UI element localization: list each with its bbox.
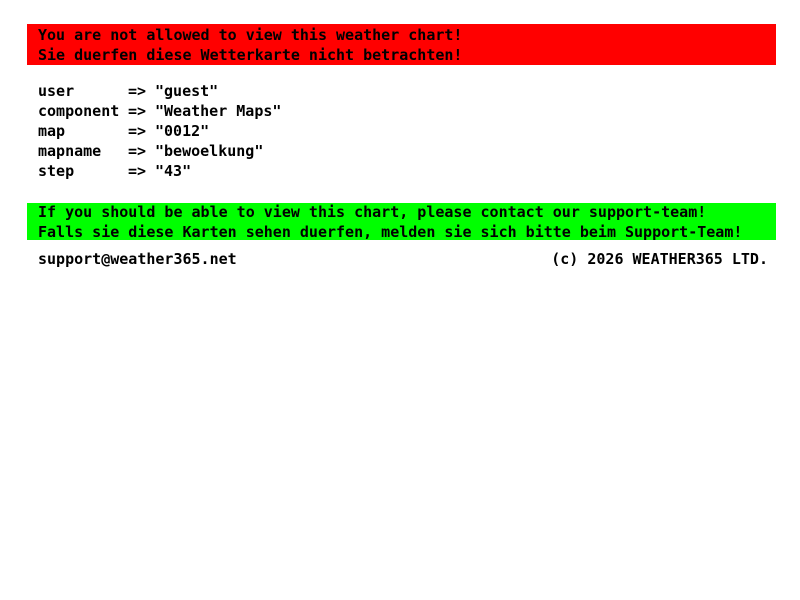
detail-key: map [38,122,66,140]
detail-value: "guest" [155,82,219,100]
access-denied-banner [27,24,776,65]
detail-key: user [38,82,75,100]
detail-value: "43" [155,162,192,180]
support-message-en: If you should be able to view this chart, please contact our support-team! [38,203,707,221]
arrow-symbol: => [128,122,147,140]
arrow-symbol: => [128,162,147,180]
access-denied-message-en: You are not allowed to view this weather chart! [38,25,463,44]
arrow-symbol: => [128,82,147,100]
detail-key: mapname [38,142,102,160]
copyright-notice: (c) 2026 WEATHER365 LTD. [551,250,768,268]
detail-row-user [38,81,281,101]
footer [38,249,768,269]
arrow-symbol: => [128,142,147,160]
detail-row-mapname [38,141,281,161]
request-details [38,81,281,181]
support-message-de: Falls sie diese Karten sehen duerfen, melden sie sich bitte beim Support-Team! [38,222,743,240]
detail-value: "Weather Maps" [155,102,282,120]
arrow-symbol: => [128,102,147,120]
detail-row-map [38,121,281,141]
detail-value: "0012" [155,122,210,140]
access-denied-message-de: Sie duerfen diese Wetterkarte nicht betrachten! [38,45,463,64]
support-email: support@weather365.net [38,250,237,268]
detail-row-step [38,161,281,181]
detail-key: component [38,102,120,120]
detail-key: step [38,162,75,180]
detail-value: "bewoelkung" [155,142,264,160]
support-info-banner [27,203,776,240]
detail-row-component [38,101,281,121]
